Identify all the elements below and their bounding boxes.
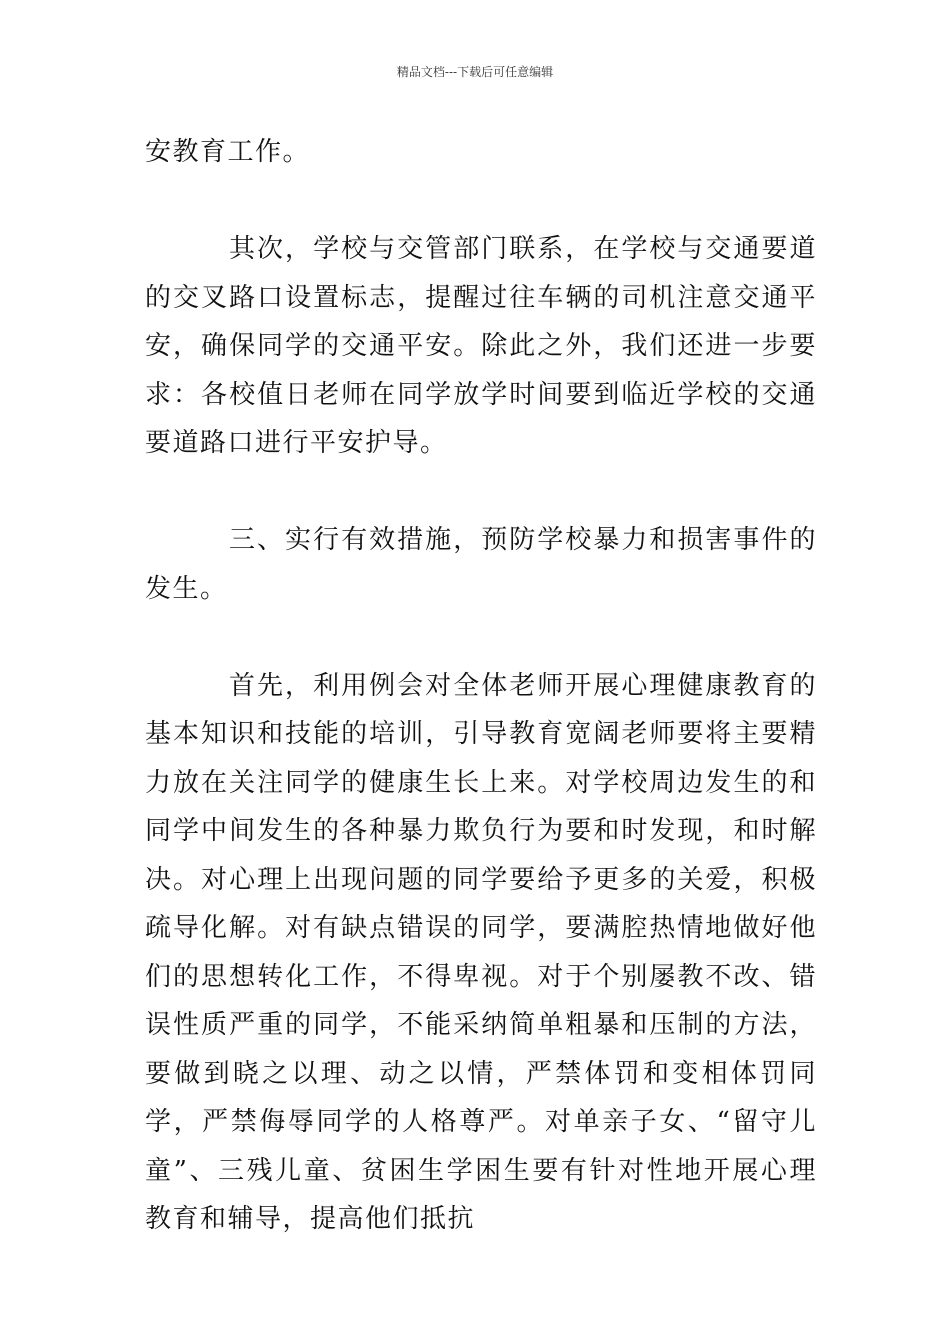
page-header: 精品文档---下载后可任意编辑 — [396, 65, 554, 79]
paragraph-gap — [145, 468, 817, 517]
document-body — [145, 128, 817, 1244]
section-heading-violence-prevention: 三、实行有效措施，预防学校暴力和损害事件的发生。 — [145, 525, 817, 604]
paragraph-continuation: 安教育工作。 — [145, 137, 311, 167]
paragraph-gap — [145, 613, 817, 662]
paragraph-gap — [145, 177, 817, 226]
paragraph-mental-health: 首先，利用例会对全体老师开展心理健康教育的基本知识和技能的培训，引导教育宽阔老师要将主要精力放在关注同学的健康生长上来。对学校周边发生的和同学中间发生的各种暴力欺负行为要和时发现，和时解决。对心理上出现问题的同学要给予更多的关爱，积极疏导化解。对有缺点错误的同学，要满腔热情地做好他们的思想转化工作，不得卑视。对于个别屡教不改、错误性质严重的同学，不能采纳简单粗暴和压制的方法，要做到晓之以理、动之以情，严禁体罚和变相体罚同学，严禁侮辱同学的人格尊严。对单亲子女、“留守儿童”、三残儿童、贫困生学困生要有针对性地开展心理教育和辅导，提高他们抵抗 — [145, 670, 817, 1234]
paragraph-traffic-signs: 其次，学校与交管部门联系，在学校与交通要道的交叉路口设置标志，提醒过往车辆的司机注意交通平安，确保同学的交通平安。除此之外，我们还进一步要求：各校值日老师在同学放学时间要到临近学校的交通要道路口进行平安护导。 — [145, 234, 817, 458]
